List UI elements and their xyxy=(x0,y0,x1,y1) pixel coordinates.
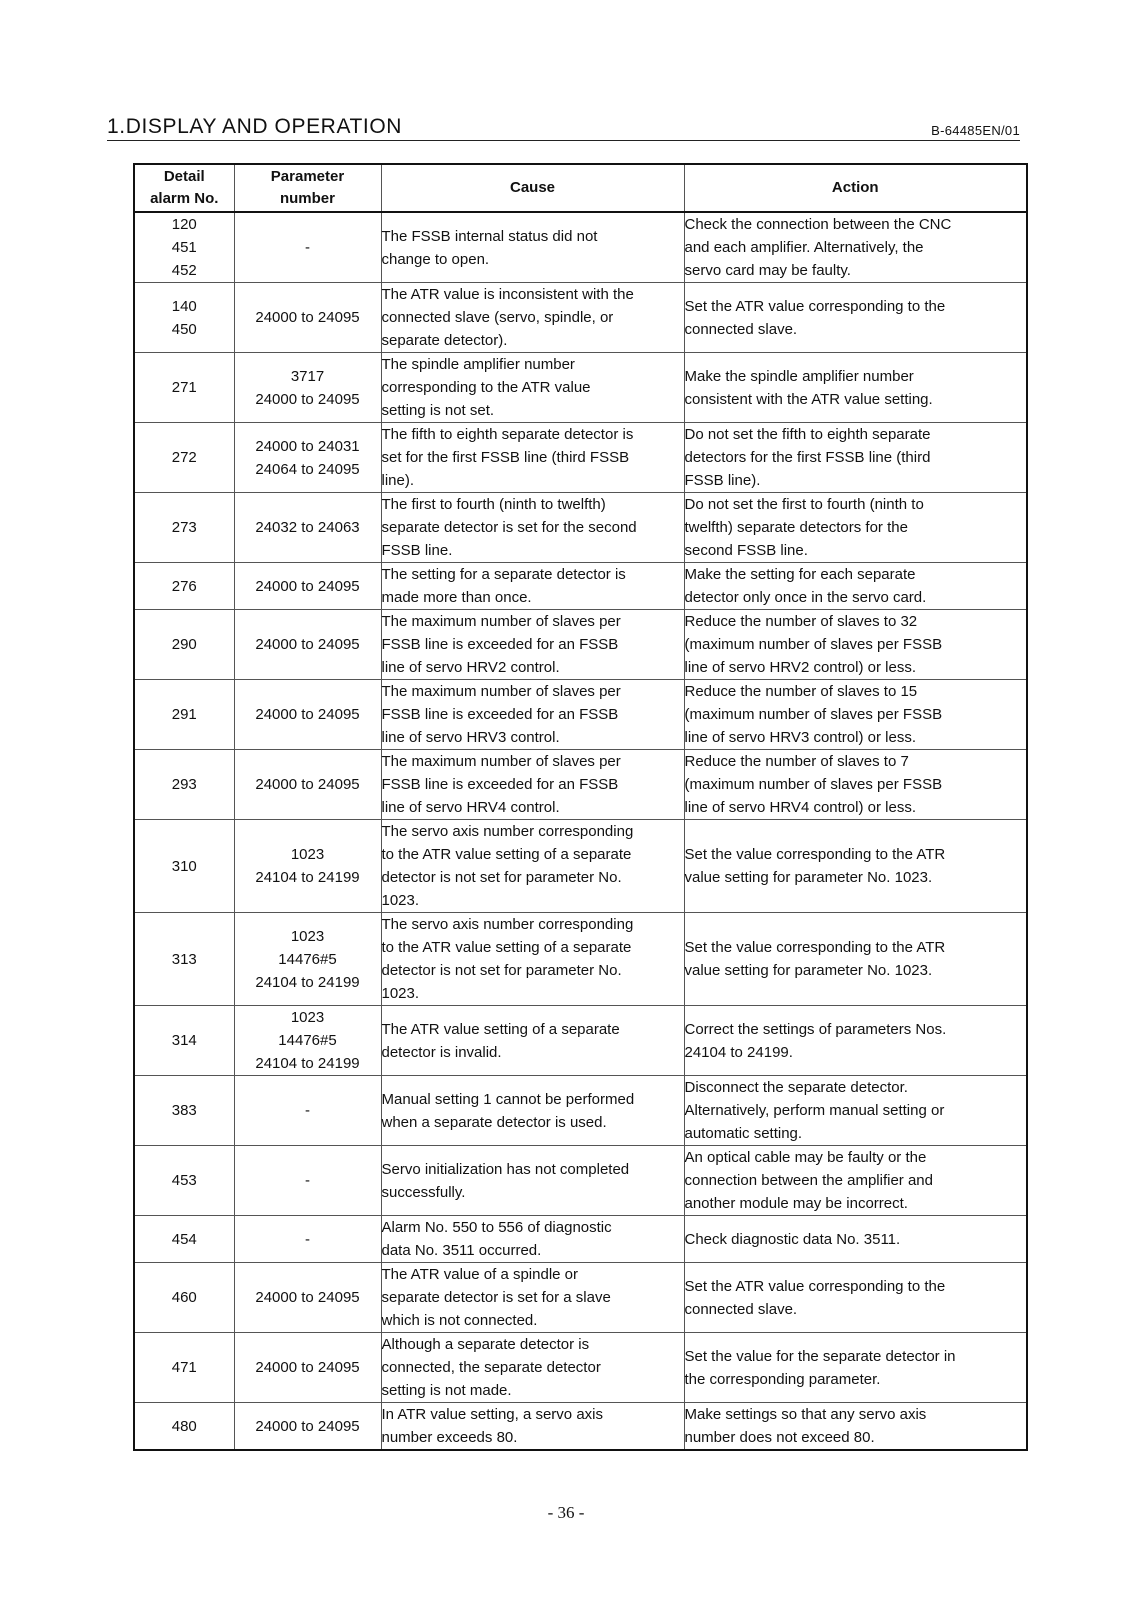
cell-line: 24064 to 24095 xyxy=(255,460,360,478)
alarm-number-cell xyxy=(134,1263,234,1333)
cell-line: 1023 xyxy=(290,927,325,945)
action-cell xyxy=(684,212,1027,283)
cell-line: 313 xyxy=(171,950,197,968)
parameter-cell xyxy=(234,423,381,493)
table-row xyxy=(134,913,1027,1006)
action-cell xyxy=(684,1216,1027,1263)
table-row xyxy=(134,423,1027,493)
cause-cell xyxy=(381,610,684,680)
alarm-number-cell xyxy=(134,610,234,680)
table-row xyxy=(134,283,1027,353)
header-line: alarm No. xyxy=(150,190,219,207)
cell-line: another module may be incorrect. xyxy=(684,1195,908,1212)
cause-cell xyxy=(381,913,684,1006)
cell-line: - xyxy=(305,1230,310,1248)
alarm-number-cell xyxy=(134,212,234,283)
parameter-cell xyxy=(234,680,381,750)
cause-cell xyxy=(381,1146,684,1216)
cell-line: detector is invalid. xyxy=(381,1043,502,1061)
cell-line: - xyxy=(305,1102,310,1119)
cell-line: 3717 xyxy=(290,367,325,385)
cell-line: 293 xyxy=(171,776,197,793)
cell-line: Do not set the fifth to eighth separate xyxy=(684,426,931,443)
cell-line: servo card may be faulty. xyxy=(684,262,851,279)
action-cell xyxy=(684,1076,1027,1146)
cell-line: value setting for parameter No. 1023. xyxy=(684,962,933,979)
cell-line: line). xyxy=(381,472,415,489)
cell-line: 450 xyxy=(171,320,197,338)
parameter-cell xyxy=(234,1333,381,1403)
cause-cell xyxy=(381,493,684,563)
cell-line: 454 xyxy=(171,1230,197,1248)
cell-line: 1023. xyxy=(381,985,420,1002)
table-row xyxy=(134,1006,1027,1076)
alarm-number-cell xyxy=(134,1146,234,1216)
action-cell xyxy=(684,913,1027,1006)
cause-cell xyxy=(381,423,684,493)
alarm-number-cell xyxy=(134,353,234,423)
cell-line: line of servo HRV3 control) or less. xyxy=(684,729,916,746)
cell-line: The ATR value of a spindle or xyxy=(381,1266,578,1283)
header-cause xyxy=(381,164,684,212)
cell-line: detector only once in the servo card. xyxy=(684,589,927,606)
action-cell xyxy=(684,563,1027,610)
cell-line: Make the setting for each separate xyxy=(684,566,916,583)
cell-line: Disconnect the separate detector. xyxy=(684,1079,908,1096)
cause-cell xyxy=(381,680,684,750)
cell-line: 14476#5 xyxy=(278,1032,337,1049)
cell-line: 24000 to 24095 xyxy=(255,636,360,653)
cell-line: 291 xyxy=(171,706,197,723)
cell-line: 383 xyxy=(171,1102,197,1119)
cell-line: FSSB line. xyxy=(381,542,453,559)
cell-line: which is not connected. xyxy=(381,1312,538,1329)
cell-line: 272 xyxy=(171,449,197,466)
cell-line: FSSB line is exceeded for an FSSB xyxy=(381,706,619,723)
cell-line: The first to fourth (ninth to twelfth) xyxy=(381,496,606,513)
cell-line: Set the ATR value corresponding to the xyxy=(684,297,946,315)
table-row xyxy=(134,1076,1027,1146)
cell-line: Set the ATR value corresponding to the xyxy=(684,1277,946,1295)
cell-line: In ATR value setting, a servo axis xyxy=(381,1406,603,1423)
cell-line: Servo initialization has not completed xyxy=(381,1160,630,1178)
cell-line: Reduce the number of slaves to 32 xyxy=(684,613,918,630)
cell-line: detector is not set for parameter No. xyxy=(381,962,622,979)
cell-line: successfully. xyxy=(381,1183,466,1201)
action-cell xyxy=(684,493,1027,563)
parameter-cell xyxy=(234,493,381,563)
alarm-number-cell xyxy=(134,820,234,913)
cell-line: connected slave. xyxy=(684,320,798,338)
cell-line: 24000 to 24095 xyxy=(255,577,360,595)
action-cell xyxy=(684,1146,1027,1216)
cell-line: separate detector). xyxy=(381,332,508,349)
action-cell xyxy=(684,1006,1027,1076)
cell-line: 273 xyxy=(171,519,197,536)
cell-line: 24104 to 24199 xyxy=(255,869,360,886)
cell-line: FSSB line is exceeded for an FSSB xyxy=(381,636,619,653)
cell-line: The maximum number of slaves per xyxy=(381,753,621,770)
cell-line: set for the first FSSB line (third FSSB xyxy=(381,449,630,466)
alarm-number-cell xyxy=(134,913,234,1006)
alarm-number-cell xyxy=(134,1006,234,1076)
cell-line: 1023. xyxy=(381,892,420,909)
cause-cell xyxy=(381,820,684,913)
cell-line: The ATR value is inconsistent with the xyxy=(381,286,634,303)
cell-line: The servo axis number corresponding xyxy=(381,823,634,840)
parameter-cell xyxy=(234,1216,381,1263)
alarm-table xyxy=(133,163,1028,1451)
table-row xyxy=(134,1216,1027,1263)
cell-line: data No. 3511 occurred. xyxy=(381,1242,542,1259)
action-cell xyxy=(684,750,1027,820)
table-row xyxy=(134,563,1027,610)
cell-line: Make the spindle amplifier number xyxy=(684,367,914,385)
table-row xyxy=(134,820,1027,913)
cell-line: 24000 to 24095 xyxy=(255,776,360,793)
header-line: Cause xyxy=(509,179,556,196)
cell-line: Reduce the number of slaves to 15 xyxy=(684,683,918,700)
cell-line: made more than once. xyxy=(381,589,532,606)
header-detail-alarm-no xyxy=(134,164,234,212)
alarm-number-cell xyxy=(134,1403,234,1451)
parameter-cell xyxy=(234,1146,381,1216)
cell-line: Set the value corresponding to the ATR xyxy=(684,846,946,863)
cell-line: to the ATR value setting of a separate xyxy=(381,939,632,956)
table-row xyxy=(134,493,1027,563)
cell-line: Alternatively, perform manual setting or xyxy=(684,1102,945,1119)
cell-line: 452 xyxy=(171,262,197,279)
table-row xyxy=(134,1263,1027,1333)
action-cell xyxy=(684,283,1027,353)
cell-line: 24104 to 24199. xyxy=(684,1043,793,1061)
cell-line: (maximum number of slaves per FSSB xyxy=(684,636,943,653)
cell-line: number does not exceed 80. xyxy=(684,1429,875,1446)
cell-line: 14476#5 xyxy=(278,950,337,968)
alarm-number-cell xyxy=(134,750,234,820)
parameter-cell xyxy=(234,1403,381,1451)
cell-line: The spindle amplifier number xyxy=(381,356,575,373)
cell-line: and each amplifier. Alternatively, the xyxy=(684,239,924,256)
alarm-number-cell xyxy=(134,423,234,493)
action-cell xyxy=(684,353,1027,423)
cell-line: Although a separate detector is xyxy=(381,1336,590,1353)
cell-line: 24000 to 24095 xyxy=(255,309,360,326)
cell-line: line of servo HRV3 control. xyxy=(381,729,560,746)
document-code: B-64485EN/01 xyxy=(931,123,1020,138)
cell-line: 451 xyxy=(171,239,197,256)
cause-cell xyxy=(381,1333,684,1403)
action-cell xyxy=(684,1333,1027,1403)
cell-line: when a separate detector is used. xyxy=(381,1113,607,1131)
cell-line: corresponding to the ATR value xyxy=(381,379,591,396)
table-row xyxy=(134,1403,1027,1451)
cause-cell xyxy=(381,212,684,283)
cause-cell xyxy=(381,1076,684,1146)
cause-cell xyxy=(381,283,684,353)
table-row xyxy=(134,680,1027,750)
cell-line: FSSB line). xyxy=(684,472,761,489)
table-row xyxy=(134,1146,1027,1216)
cell-line: change to open. xyxy=(381,250,490,268)
cause-cell xyxy=(381,1006,684,1076)
table-row xyxy=(134,353,1027,423)
parameter-cell xyxy=(234,820,381,913)
cell-line: Check the connection between the CNC xyxy=(684,216,952,233)
parameter-cell xyxy=(234,1006,381,1076)
cell-line: Check diagnostic data No. 3511. xyxy=(684,1230,901,1248)
cell-line: line of servo HRV4 control) or less. xyxy=(684,799,916,816)
cell-line: 290 xyxy=(171,636,197,653)
cell-line: line of servo HRV2 control. xyxy=(381,659,560,676)
header-line: number xyxy=(279,190,335,207)
page-number: - 36 - xyxy=(547,1503,585,1522)
action-cell xyxy=(684,610,1027,680)
cell-line: separate detector is set for the second xyxy=(381,519,637,536)
parameter-cell xyxy=(234,913,381,1006)
cell-line: - xyxy=(305,1172,310,1189)
cell-line: twelfth) separate detectors for the xyxy=(684,519,908,536)
header-parameter-number xyxy=(234,164,381,212)
cell-line: 1023 xyxy=(290,846,325,863)
cause-cell xyxy=(381,563,684,610)
cell-line: to the ATR value setting of a separate xyxy=(381,846,632,863)
cell-line: Set the value corresponding to the ATR xyxy=(684,939,946,956)
parameter-cell xyxy=(234,283,381,353)
cell-line: 271 xyxy=(171,379,197,396)
cell-line: 120 xyxy=(171,216,197,233)
header-line: Parameter xyxy=(270,168,345,185)
cell-line: 140 xyxy=(171,297,197,315)
cell-line: detector is not set for parameter No. xyxy=(381,869,622,886)
cell-line: 310 xyxy=(171,857,197,875)
cell-line: connected slave (servo, spindle, or xyxy=(381,309,614,326)
cell-line: 276 xyxy=(171,577,197,595)
cell-line: The fifth to eighth separate detector is xyxy=(381,426,634,443)
cell-line: line of servo HRV4 control. xyxy=(381,799,560,816)
cell-line: separate detector is set for a slave xyxy=(381,1289,611,1306)
cell-line: The maximum number of slaves per xyxy=(381,683,621,700)
cell-line: 480 xyxy=(171,1417,197,1435)
alarm-number-cell xyxy=(134,563,234,610)
cell-line: The servo axis number corresponding xyxy=(381,916,634,933)
parameter-cell xyxy=(234,750,381,820)
cause-cell xyxy=(381,1216,684,1263)
cell-line: 24000 to 24095 xyxy=(255,1417,360,1435)
parameter-cell xyxy=(234,353,381,423)
cell-line: Correct the settings of parameters Nos. xyxy=(684,1020,947,1038)
cell-line: 453 xyxy=(171,1172,197,1189)
header-action xyxy=(684,164,1027,212)
cell-line: setting is not made. xyxy=(381,1382,512,1399)
cell-line: An optical cable may be faulty or the xyxy=(684,1149,927,1166)
alarm-number-cell xyxy=(134,493,234,563)
action-cell xyxy=(684,680,1027,750)
cell-line: Alarm No. 550 to 556 of diagnostic xyxy=(381,1219,612,1236)
alarm-number-cell xyxy=(134,1076,234,1146)
cell-line: number exceeds 80. xyxy=(381,1429,518,1446)
cell-line: 471 xyxy=(171,1359,197,1376)
table-row xyxy=(134,610,1027,680)
cell-line: (maximum number of slaves per FSSB xyxy=(684,776,943,793)
cell-line: the corresponding parameter. xyxy=(684,1370,881,1388)
alarm-number-cell xyxy=(134,1216,234,1263)
cell-line: connected slave. xyxy=(684,1300,798,1318)
page-header xyxy=(107,116,1020,141)
cell-line: (maximum number of slaves per FSSB xyxy=(684,706,943,723)
cell-line: value setting for parameter No. 1023. xyxy=(684,869,933,886)
cell-line: 24104 to 24199 xyxy=(255,973,360,991)
cell-line: connection between the amplifier and xyxy=(684,1172,933,1189)
table-header-row xyxy=(134,164,1027,212)
cell-line: 24000 to 24095 xyxy=(255,1359,360,1376)
cell-line: 24104 to 24199 xyxy=(255,1055,360,1072)
cell-line: automatic setting. xyxy=(684,1125,803,1142)
cell-line: second FSSB line. xyxy=(684,542,808,559)
parameter-cell xyxy=(234,1076,381,1146)
cause-cell xyxy=(381,1403,684,1451)
table-row xyxy=(134,750,1027,820)
alarm-number-cell xyxy=(134,283,234,353)
cause-cell xyxy=(381,353,684,423)
parameter-cell xyxy=(234,1263,381,1333)
alarm-table-body xyxy=(134,212,1027,1450)
cell-line: 1023 xyxy=(290,1009,325,1026)
action-cell xyxy=(684,820,1027,913)
cell-line: FSSB line is exceeded for an FSSB xyxy=(381,776,619,793)
cell-line: 24032 to 24063 xyxy=(255,519,360,536)
cell-line: detectors for the first FSSB line (third xyxy=(684,449,931,466)
alarm-number-cell xyxy=(134,1333,234,1403)
action-cell xyxy=(684,1403,1027,1451)
cell-line: connected, the separate detector xyxy=(381,1359,601,1376)
cell-line: 24000 to 24095 xyxy=(255,706,360,723)
cell-line: 24000 to 24095 xyxy=(255,390,360,408)
cell-line: Do not set the first to fourth (ninth to xyxy=(684,496,924,513)
cell-line: The maximum number of slaves per xyxy=(381,613,621,630)
action-cell xyxy=(684,1263,1027,1333)
cell-line: Make settings so that any servo axis xyxy=(684,1406,927,1423)
cell-line: line of servo HRV2 control) or less. xyxy=(684,659,916,676)
cell-line: 460 xyxy=(171,1289,197,1306)
cause-cell xyxy=(381,750,684,820)
header-line: Detail xyxy=(163,168,205,185)
cell-line: Manual setting 1 cannot be performed xyxy=(381,1090,635,1108)
cell-line: Set the value for the separate detector in xyxy=(684,1347,956,1365)
section-title: 1.DISPLAY AND OPERATION xyxy=(107,115,403,138)
header-line: Action xyxy=(831,179,879,196)
cell-line: consistent with the ATR value setting. xyxy=(684,390,933,408)
alarm-number-cell xyxy=(134,680,234,750)
cell-line: 24000 to 24095 xyxy=(255,1289,360,1306)
action-cell xyxy=(684,423,1027,493)
cause-cell xyxy=(381,1263,684,1333)
cell-line: setting is not set. xyxy=(381,402,495,419)
parameter-cell xyxy=(234,563,381,610)
cell-line: The FSSB internal status did not xyxy=(381,227,598,245)
table-row xyxy=(134,1333,1027,1403)
cell-line: - xyxy=(305,239,310,256)
parameter-cell xyxy=(234,610,381,680)
cell-line: 24000 to 24031 xyxy=(255,437,360,455)
cell-line: The ATR value setting of a separate xyxy=(381,1020,620,1038)
cell-line: Reduce the number of slaves to 7 xyxy=(684,753,909,770)
table-row xyxy=(134,212,1027,283)
cell-line: 314 xyxy=(171,1032,197,1049)
parameter-cell xyxy=(234,212,381,283)
cell-line: The setting for a separate detector is xyxy=(381,566,626,583)
